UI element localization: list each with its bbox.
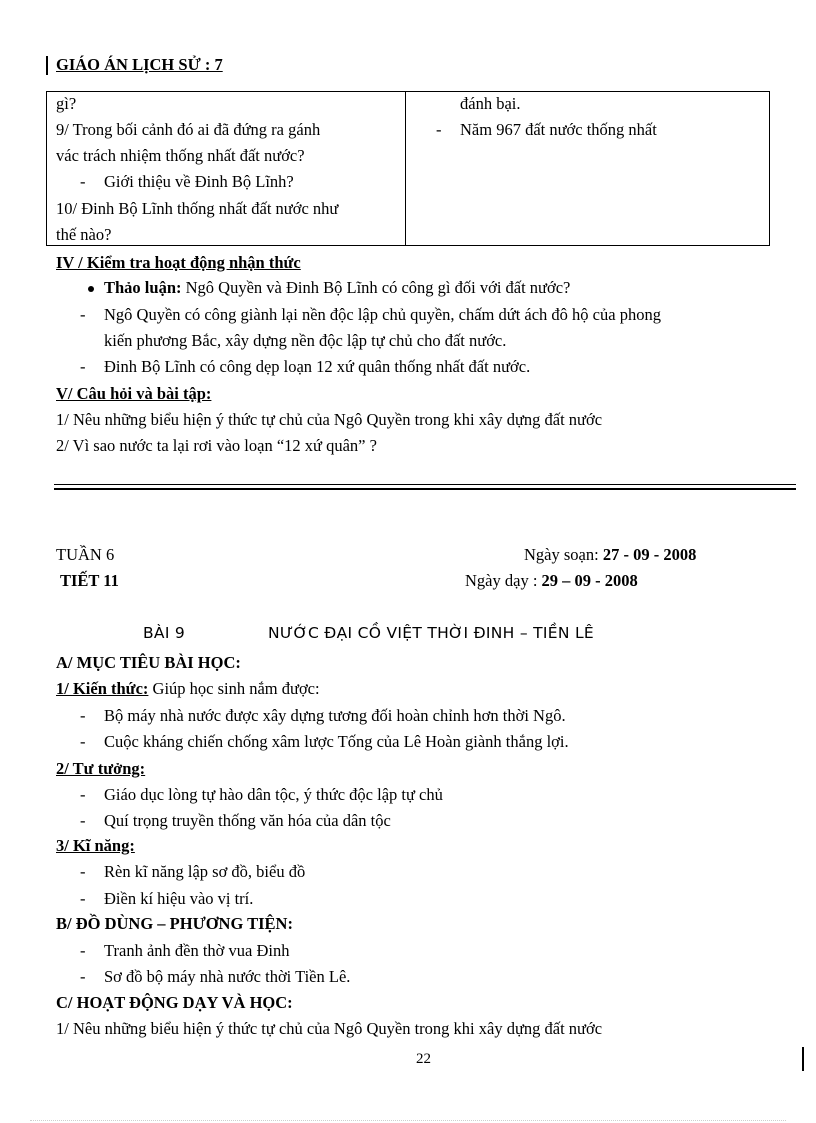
bullet-icon bbox=[88, 286, 94, 292]
table-right-line: Năm 967 đất nước thống nhất bbox=[460, 120, 657, 139]
page-number: 22 bbox=[416, 1051, 431, 1067]
dash-bullet: - bbox=[80, 941, 86, 960]
section-b-item: Tranh ảnh đền thờ vua Đinh bbox=[104, 941, 290, 960]
section-v-heading: V/ Câu hỏi và bài tập: bbox=[56, 384, 212, 403]
section-v-item: 1/ Nêu những biểu hiện ý thức tự chủ của Ngô Quyền trong khi xây dựng đất nước bbox=[56, 410, 603, 429]
knowledge-label: 1/ Kiến thức: bbox=[56, 679, 149, 698]
knowledge-item: Bộ máy nhà nước được xây dựng tương đối hoàn chỉnh hơn thời Ngô. bbox=[104, 706, 566, 725]
dash-bullet: - bbox=[80, 172, 86, 191]
prep-date: 27 - 09 - 2008 bbox=[602, 545, 697, 564]
table-left-line: Giới thiệu về Đinh Bộ Lĩnh? bbox=[104, 172, 294, 191]
week-label: TUẦN 6 bbox=[56, 545, 115, 564]
lesson-number: BÀI 9 bbox=[143, 624, 186, 642]
table-right-line: đánh bại. bbox=[460, 94, 521, 113]
section-iv-item: Ngô Quyền có công giành lại nền độc lập chủ quyền, chấm dứt ách đô hộ của phong bbox=[104, 305, 661, 324]
dash-bullet: - bbox=[436, 120, 442, 139]
dash-bullet: - bbox=[80, 305, 86, 324]
margin-mark bbox=[802, 1047, 804, 1071]
dash-bullet: - bbox=[80, 706, 86, 725]
skill-item: Điền kí hiệu vào vị trí. bbox=[104, 889, 254, 908]
page-separator bbox=[54, 484, 796, 485]
discussion-text: Ngô Quyền và Đinh Bộ Lĩnh có công gì đối với đất nước? bbox=[181, 278, 571, 297]
section-a-heading: A/ MỤC TIÊU BÀI HỌC: bbox=[56, 653, 241, 672]
table-left-line: gì? bbox=[56, 94, 77, 113]
section-iv-item: kiến phương Bắc, xây dựng nền độc lập tự chủ cho đất nước. bbox=[104, 331, 507, 350]
section-b-heading: B/ ĐỒ DÙNG – PHƯƠNG TIỆN: bbox=[56, 914, 293, 933]
table-left-line: vác trách nhiệm thống nhất đất nước? bbox=[56, 146, 305, 165]
dash-bullet: - bbox=[80, 811, 86, 830]
page-header-title: GIÁO ÁN LỊCH SỬ : 7 bbox=[56, 55, 223, 74]
section-iv-heading: IV / Kiểm tra hoạt động nhận thức bbox=[56, 253, 301, 272]
section-b-item: Sơ đồ bộ máy nhà nước thời Tiền Lê. bbox=[104, 967, 351, 986]
lesson-title: NƯỚC ĐẠI CỒ VIỆT THỜI ĐINH – TIỀN LÊ bbox=[268, 624, 595, 642]
knowledge-line bbox=[56, 679, 320, 699]
skill-heading: 3/ Kĩ năng: bbox=[56, 836, 135, 855]
teach-date-line bbox=[465, 571, 638, 591]
thought-item: Quí trọng truyền thống văn hóa của dân tộc bbox=[104, 811, 391, 830]
page-separator bbox=[54, 488, 796, 490]
section-iv-item: Đinh Bộ Lĩnh có công dẹp loạn 12 xứ quân thống nhất đất nước. bbox=[104, 357, 531, 376]
page-bottom-border bbox=[30, 1120, 786, 1121]
knowledge-item: Cuộc kháng chiến chống xâm lược Tống của Lê Hoàn giành thắng lợi. bbox=[104, 732, 569, 751]
dash-bullet: - bbox=[80, 732, 86, 751]
teach-date: 29 – 09 - 2008 bbox=[541, 571, 638, 590]
section-c-heading: C/ HOẠT ĐỘNG DẠY VÀ HỌC: bbox=[56, 993, 293, 1012]
period-label: TIẾT 11 bbox=[60, 571, 119, 590]
dash-bullet: - bbox=[80, 889, 86, 908]
teach-date-label: Ngày dạy : bbox=[465, 571, 542, 590]
table-column-divider bbox=[405, 91, 406, 246]
knowledge-intro: Giúp học sinh nắm được: bbox=[148, 679, 320, 698]
dash-bullet: - bbox=[80, 357, 86, 376]
thought-item: Giáo dục lòng tự hào dân tộc, ý thức độc lập tự chủ bbox=[104, 785, 443, 804]
discussion-label: Thảo luận: bbox=[104, 278, 182, 297]
table-left-line: 9/ Trong bối cảnh đó ai đã đứng ra gánh bbox=[56, 120, 321, 139]
dash-bullet: - bbox=[80, 785, 86, 804]
lesson-table bbox=[46, 91, 770, 246]
discussion-line bbox=[104, 278, 570, 298]
header-bar bbox=[46, 56, 48, 75]
table-left-line: thế nào? bbox=[56, 225, 112, 244]
section-v-item: 2/ Vì sao nước ta lại rơi vào loạn “12 xứ quân” ? bbox=[56, 436, 377, 455]
prep-date-line bbox=[524, 545, 696, 565]
skill-item: Rèn kĩ năng lập sơ đồ, biểu đồ bbox=[104, 862, 306, 881]
prep-date-label: Ngày soạn: bbox=[524, 545, 603, 564]
table-left-line: 10/ Đinh Bộ Lĩnh thống nhất đất nước như bbox=[56, 199, 339, 218]
dash-bullet: - bbox=[80, 862, 86, 881]
section-c-item: 1/ Nêu những biểu hiện ý thức tự chủ của Ngô Quyền trong khi xây dựng đất nước bbox=[56, 1019, 603, 1038]
thought-heading: 2/ Tư tưởng: bbox=[56, 759, 146, 778]
dash-bullet: - bbox=[80, 967, 86, 986]
